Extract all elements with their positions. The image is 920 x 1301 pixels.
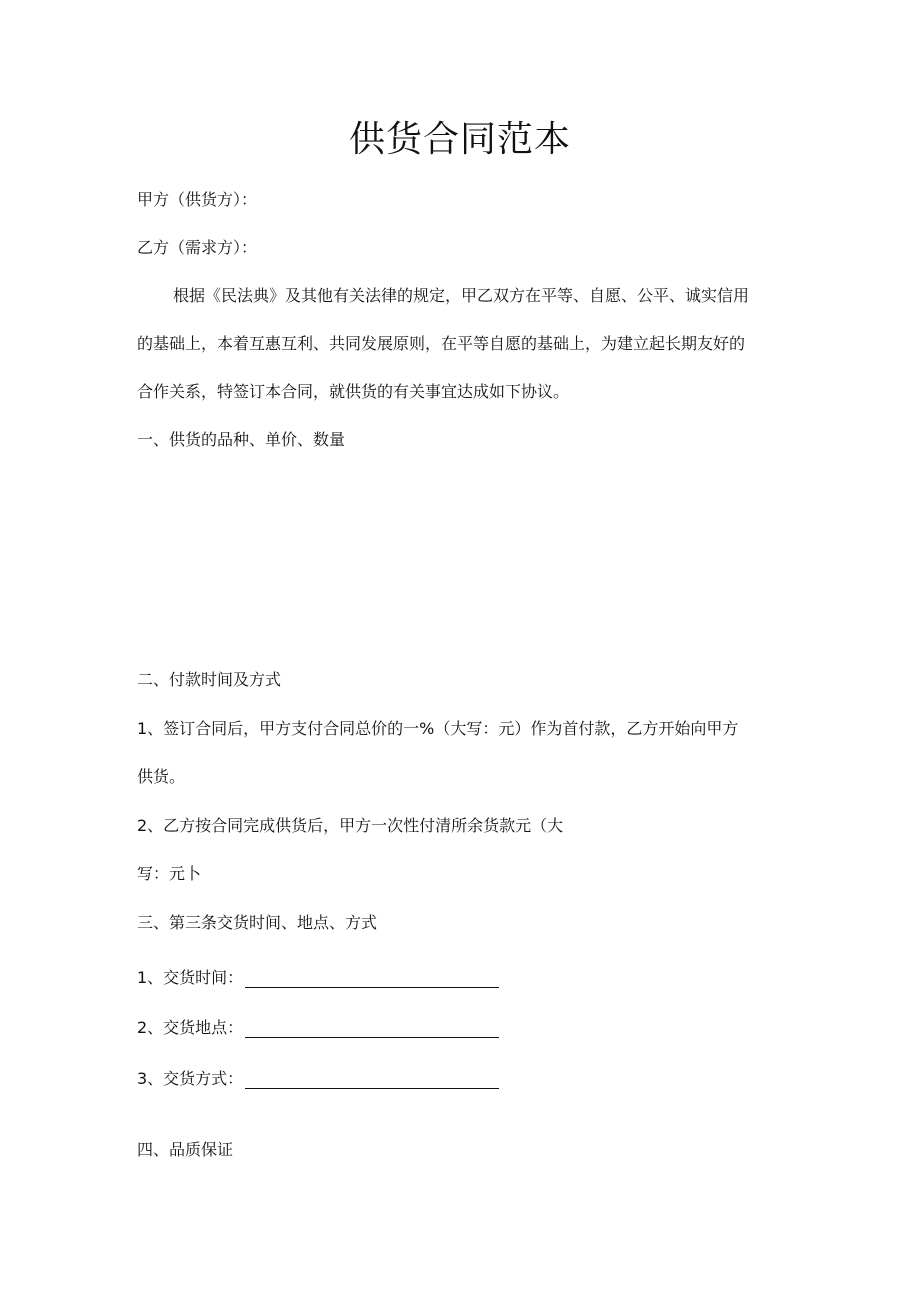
intro-line-1: 根据《民法典》及其他有关法律的规定，甲乙双方在平等、自愿、公平、诚实信用 <box>173 286 750 305</box>
payment-1-line-2: 供货。 <box>137 767 186 786</box>
intro-line-3: 合作关系，特签订本合同，就供货的有关事宜达成如下协议。 <box>137 382 570 401</box>
delivery-place-blank <box>245 1023 499 1038</box>
delivery-place-label: 2、交货地点： <box>137 1018 244 1037</box>
delivery-method-blank <box>245 1074 499 1089</box>
intro-line-2: 的基础上，本着互惠互利、共同发展原则，在平等自愿的基础上，为建立起长期友好的 <box>137 334 746 353</box>
section-3-heading: 三、第三条交货时间、地点、方式 <box>137 913 378 932</box>
section-4-heading: 四、品质保证 <box>137 1140 234 1159</box>
delivery-time-blank <box>245 973 499 988</box>
delivery-time-label: 1、交货时间： <box>137 968 244 987</box>
delivery-time-row <box>137 968 499 988</box>
delivery-method-label: 3、交货方式： <box>137 1069 244 1088</box>
delivery-place-row <box>137 1018 499 1038</box>
section-1-heading: 一、供货的品种、单价、数量 <box>137 430 346 449</box>
section-2-heading: 二、付款时间及方式 <box>137 670 282 689</box>
payment-2-line-2: 写：元卜 <box>137 864 202 883</box>
party-b-line: 乙方（需求方）： <box>137 238 258 257</box>
payment-2-line-1: 2、乙方按合同完成供货后，甲方一次性付清所余货款元（大 <box>137 816 564 835</box>
party-a-line: 甲方（供货方）： <box>137 190 258 209</box>
payment-1-line-1: 1、签订合同后，甲方支付合同总价的一%（大写：元）作为首付款，乙方开始向甲方 <box>137 719 739 738</box>
document-title: 供货合同范本 <box>348 119 571 160</box>
delivery-method-row <box>137 1069 499 1089</box>
